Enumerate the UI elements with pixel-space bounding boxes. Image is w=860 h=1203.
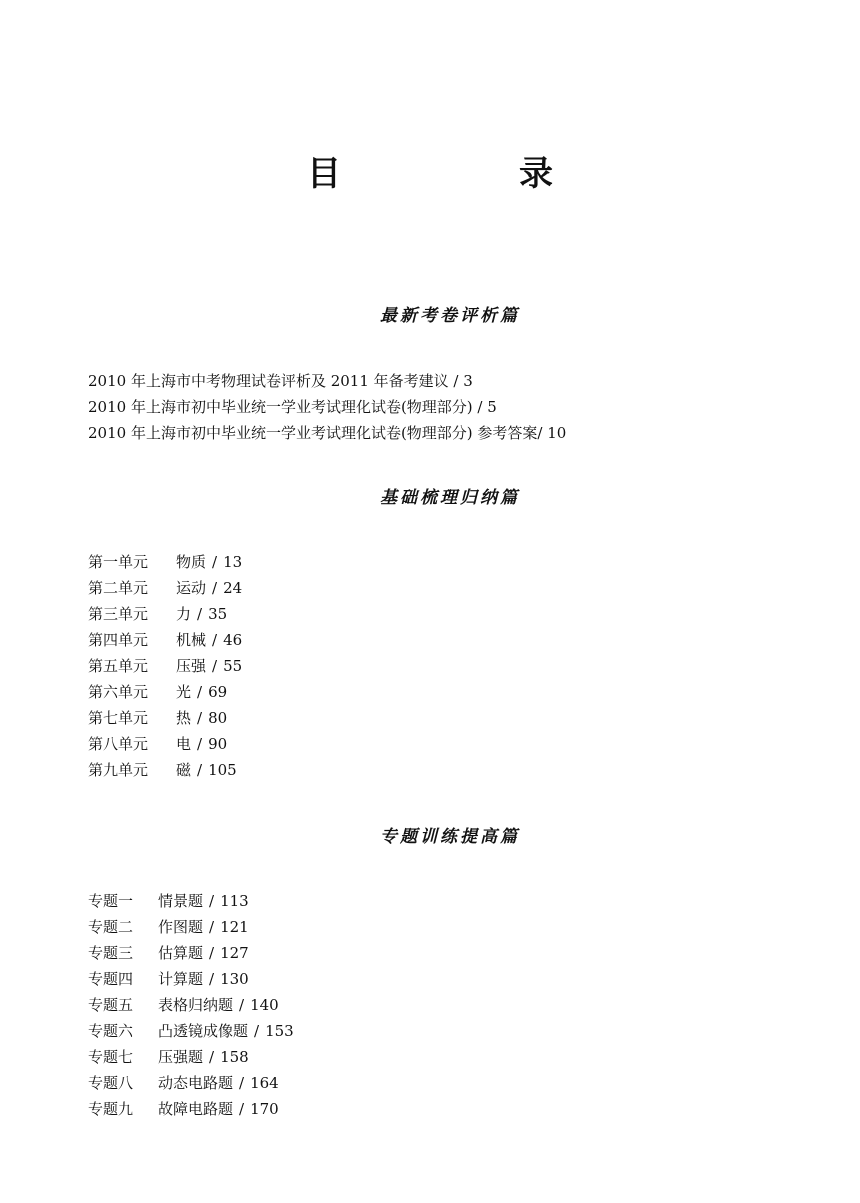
toc-entry-name: 压强题 bbox=[158, 1048, 204, 1066]
toc-entry[interactable]: 专题四 计算题 / 130 bbox=[88, 966, 294, 992]
toc-entry-label: 专题四 bbox=[88, 970, 134, 988]
toc-entry-label: 第八单元 bbox=[88, 735, 149, 753]
toc-entry-label: 第四单元 bbox=[88, 631, 149, 649]
toc-entry-page: 46 bbox=[223, 631, 243, 649]
toc-entry-name: 表格归纳题 bbox=[158, 996, 234, 1014]
toc-entry-label: 第七单元 bbox=[88, 709, 149, 727]
toc-entry[interactable]: 第八单元 电 / 90 bbox=[88, 731, 242, 757]
toc-entry-name: 故障电路题 bbox=[158, 1100, 234, 1118]
toc-entry-name: 运动 bbox=[176, 579, 207, 597]
toc-entry[interactable]: 第七单元 热 / 80 bbox=[88, 705, 242, 731]
toc-entry-label: 专题三 bbox=[88, 944, 134, 962]
toc-entry-name: 作图题 bbox=[158, 918, 204, 936]
toc-entry-name: 估算题 bbox=[158, 944, 204, 962]
toc-entry-label: 专题五 bbox=[88, 996, 134, 1014]
toc-entry-page: 164 bbox=[250, 1074, 279, 1092]
toc-list-exam-analysis bbox=[88, 368, 566, 446]
toc-entry[interactable] bbox=[88, 394, 566, 420]
toc-entry-name: 情景题 bbox=[158, 892, 204, 910]
toc-entry-page: 105 bbox=[208, 761, 237, 779]
toc-entry[interactable]: 第九单元 磁 / 105 bbox=[88, 757, 242, 783]
toc-entry-label: 第九单元 bbox=[88, 761, 149, 779]
toc-entry-name: 光 bbox=[176, 683, 192, 701]
toc-entry-page: 158 bbox=[220, 1048, 249, 1066]
toc-entry[interactable]: 专题五 表格归纳题 / 140 bbox=[88, 992, 294, 1018]
toc-entry-label: 第三单元 bbox=[88, 605, 149, 623]
toc-entry-label: 专题一 bbox=[88, 892, 134, 910]
toc-entry[interactable]: 第四单元 机械 / 46 bbox=[88, 627, 242, 653]
toc-entry-name: 磁 bbox=[176, 761, 192, 779]
toc-entry[interactable]: 专题九 故障电路题 / 170 bbox=[88, 1096, 294, 1122]
toc-entry-page: 80 bbox=[208, 709, 228, 727]
toc-entry-page: 24 bbox=[223, 579, 243, 597]
section-heading-basics: 基础梳理归纳篇 bbox=[380, 488, 520, 508]
toc-entry-page: 55 bbox=[223, 657, 243, 675]
toc-entry[interactable]: 第一单元 物质 / 13 bbox=[88, 549, 242, 575]
page-title: 目 录 bbox=[307, 154, 625, 194]
toc-entry-page: 130 bbox=[220, 970, 249, 988]
toc-entry-label: 专题九 bbox=[88, 1100, 134, 1118]
toc-entry-label: 专题二 bbox=[88, 918, 134, 936]
toc-entry-text: 2010 年上海市中考物理试卷评析及 2011 年备考建议 / 3 bbox=[88, 372, 473, 390]
toc-entry[interactable]: 专题六 凸透镜成像题 / 153 bbox=[88, 1018, 294, 1044]
toc-entry[interactable]: 专题三 估算题 / 127 bbox=[88, 940, 294, 966]
toc-entry-page: 69 bbox=[208, 683, 228, 701]
toc-entry-page: 153 bbox=[265, 1022, 294, 1040]
toc-entry-page: 35 bbox=[208, 605, 228, 623]
toc-entry-name: 热 bbox=[176, 709, 192, 727]
toc-entry-label: 第六单元 bbox=[88, 683, 149, 701]
toc-entry-text: 2010 年上海市初中毕业统一学业考试理化试卷(物理部分) / 5 bbox=[88, 398, 497, 416]
toc-entry-page: 140 bbox=[250, 996, 279, 1014]
toc-entry-name: 电 bbox=[176, 735, 192, 753]
toc-entry[interactable]: 专题一 情景题 / 113 bbox=[88, 888, 294, 914]
toc-entry[interactable]: 专题二 作图题 / 121 bbox=[88, 914, 294, 940]
toc-entry-page: 127 bbox=[220, 944, 249, 962]
toc-entry-label: 第一单元 bbox=[88, 553, 149, 571]
toc-entry-name: 机械 bbox=[176, 631, 207, 649]
toc-entry-page: 121 bbox=[220, 918, 249, 936]
toc-entry[interactable]: 专题八 动态电路题 / 164 bbox=[88, 1070, 294, 1096]
section-heading-exam-analysis: 最新考卷评析篇 bbox=[380, 306, 520, 326]
toc-entry[interactable] bbox=[88, 420, 566, 446]
toc-list-basics bbox=[88, 549, 242, 783]
toc-entry-name: 压强 bbox=[176, 657, 207, 675]
toc-entry-label: 专题六 bbox=[88, 1022, 134, 1040]
toc-entry-page: 13 bbox=[223, 553, 243, 571]
toc-entry-page: 90 bbox=[208, 735, 228, 753]
toc-entry[interactable] bbox=[88, 368, 566, 394]
toc-entry-label: 专题七 bbox=[88, 1048, 134, 1066]
section-heading-topics: 专题训练提高篇 bbox=[380, 827, 520, 847]
toc-entry-name: 力 bbox=[176, 605, 192, 623]
toc-entry-label: 第五单元 bbox=[88, 657, 149, 675]
toc-entry-label: 专题八 bbox=[88, 1074, 134, 1092]
toc-entry[interactable]: 第三单元 力 / 35 bbox=[88, 601, 242, 627]
toc-entry-name: 动态电路题 bbox=[158, 1074, 234, 1092]
toc-entry[interactable]: 第二单元 运动 / 24 bbox=[88, 575, 242, 601]
toc-entry-text: 2010 年上海市初中毕业统一学业考试理化试卷(物理部分) 参考答案/ 10 bbox=[88, 424, 567, 442]
toc-entry-name: 物质 bbox=[176, 553, 207, 571]
toc-entry[interactable]: 第六单元 光 / 69 bbox=[88, 679, 242, 705]
toc-list-topics bbox=[88, 888, 294, 1122]
toc-entry-page: 113 bbox=[220, 892, 249, 910]
toc-entry-name: 凸透镜成像题 bbox=[158, 1022, 249, 1040]
toc-entry[interactable]: 第五单元 压强 / 55 bbox=[88, 653, 242, 679]
toc-entry-page: 170 bbox=[250, 1100, 279, 1118]
toc-entry-label: 第二单元 bbox=[88, 579, 149, 597]
toc-entry-name: 计算题 bbox=[158, 970, 204, 988]
toc-entry[interactable]: 专题七 压强题 / 158 bbox=[88, 1044, 294, 1070]
